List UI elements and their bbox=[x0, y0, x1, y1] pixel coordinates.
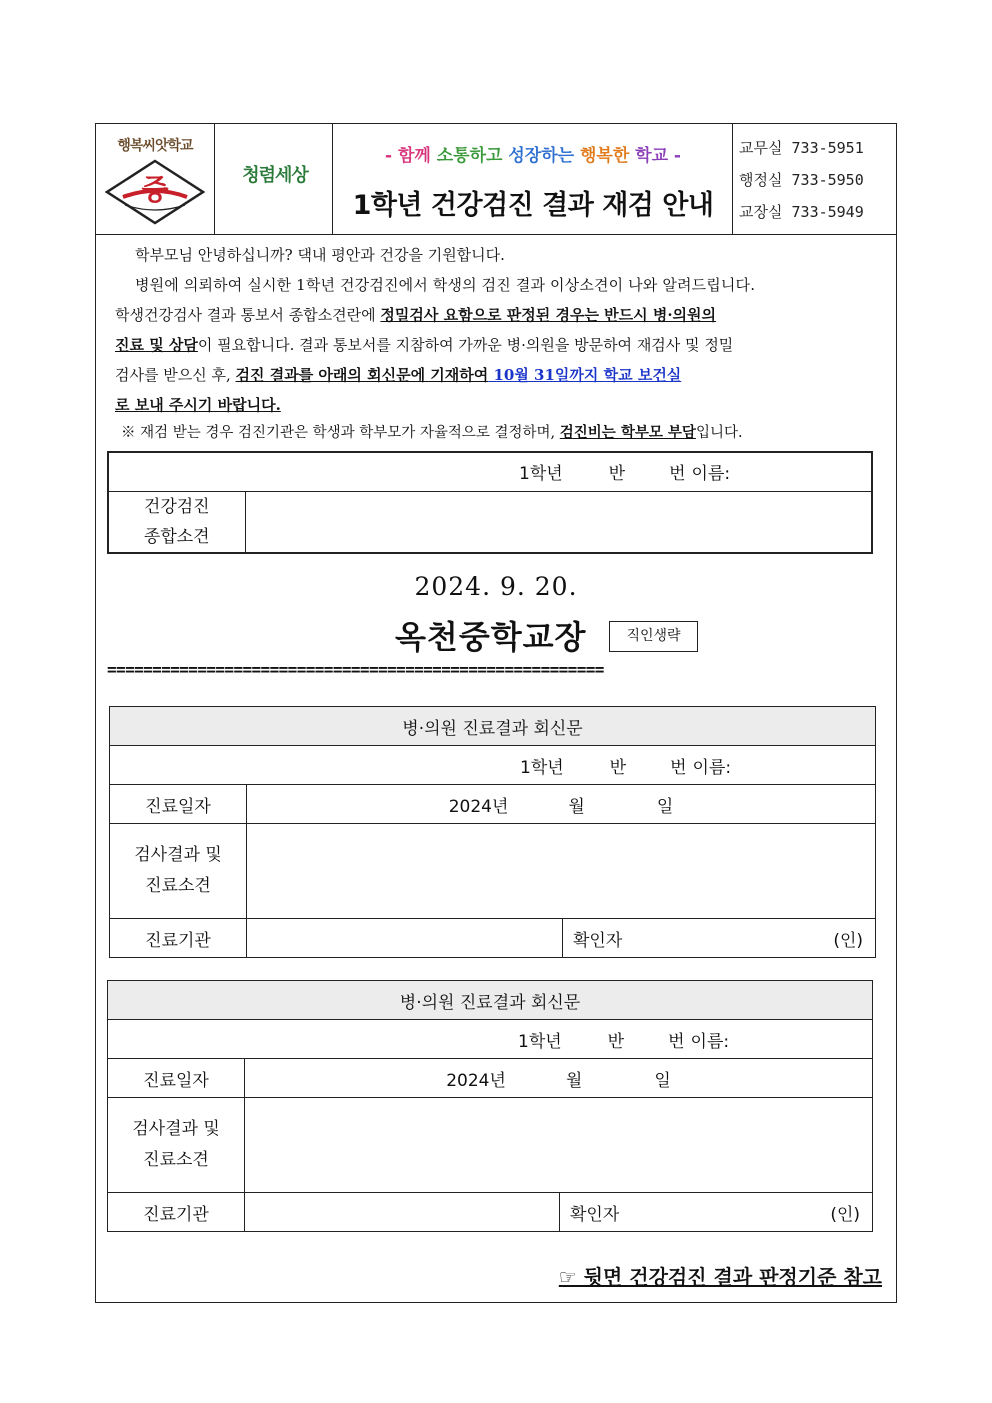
class-label: 반 bbox=[608, 464, 626, 485]
principal-name: 옥천중학교장 bbox=[395, 618, 587, 656]
class-label: 반 bbox=[609, 757, 627, 778]
result-label bbox=[110, 824, 247, 919]
day-label: 일 bbox=[656, 796, 674, 817]
reply-form bbox=[107, 980, 873, 1232]
reply-form-title: 병·의원 진료결과 회신문 bbox=[110, 707, 876, 746]
slogan-part: - 함께 bbox=[385, 146, 437, 166]
seal-mark[interactable]: (인) bbox=[746, 919, 876, 958]
visit-date-field[interactable] bbox=[247, 785, 876, 824]
student-summary-table bbox=[107, 451, 873, 554]
body-line: 병원에 의뢰하여 실시한 1학년 건강검진에서 학생의 검진 결과 이상소견이 나와 알려드립니다. bbox=[135, 276, 756, 294]
month-label: 월 bbox=[568, 796, 585, 817]
grade-label: 1학년 bbox=[520, 757, 564, 778]
back-page-reference: ☞ 뒷면 건강검진 결과 판정기준 참고 bbox=[558, 1265, 882, 1289]
body-line bbox=[115, 360, 681, 390]
visit-date-label: 진료일자 bbox=[108, 1059, 245, 1098]
issue-date: 2024. 9. 20. bbox=[414, 572, 578, 601]
body-text: 이 필요합니다. 결과 통보서를 지참하여 가까운 병·의원을 방문하여 재검사 및 정밀 bbox=[197, 336, 734, 354]
document-title: 1학년 건강검진 결과 재검 안내 bbox=[352, 190, 714, 221]
phone-directory bbox=[733, 123, 897, 235]
emphasis-text: 진료 및 상담 bbox=[115, 336, 198, 354]
grade-label: 1학년 bbox=[519, 464, 563, 485]
slogan-part: 소통하고 bbox=[436, 146, 509, 166]
deadline-text: 10월 31일까지 학교 보건실 bbox=[488, 366, 682, 384]
grade-label: 1학년 bbox=[518, 1031, 562, 1052]
institution-field[interactable] bbox=[247, 919, 563, 958]
cut-line: ======================================================= bbox=[107, 660, 604, 679]
school-logo bbox=[95, 123, 215, 235]
institution-label: 진료기관 bbox=[110, 919, 247, 958]
summary-label-line: 건강검진 bbox=[143, 496, 210, 517]
slogan-part: 학교 - bbox=[635, 146, 681, 166]
number-label: 번 bbox=[669, 464, 686, 485]
school-slogan bbox=[333, 141, 733, 166]
number-label: 번 bbox=[670, 757, 687, 778]
school-logo-text: 행복씨앗학교 bbox=[117, 138, 193, 154]
notice-body bbox=[115, 240, 883, 450]
emphasis-text: 검진비는 학부모 부담 bbox=[559, 424, 696, 441]
month-label: 월 bbox=[565, 1070, 583, 1091]
seal-omitted-box: 직인생략 bbox=[609, 621, 698, 652]
visit-date-label: 진료일자 bbox=[110, 785, 247, 824]
result-label bbox=[108, 1098, 245, 1193]
day-label: 일 bbox=[654, 1070, 671, 1091]
reply-form-title: 병·의원 진료결과 회신문 bbox=[108, 981, 873, 1020]
integrity-logo-text: 청렴세상 bbox=[242, 165, 308, 186]
phone-principal-office: 교장실 733-5949 bbox=[739, 203, 864, 221]
confirmer-label: 확인자 bbox=[563, 919, 746, 958]
body-line bbox=[115, 300, 716, 330]
phone-admin-office: 행정실 733-5950 bbox=[739, 171, 864, 189]
result-label-line: 진료소견 bbox=[145, 876, 211, 896]
slogan-part: 행복한 bbox=[579, 146, 636, 166]
greeting-line: 학부모님 안녕하십니까? 댁내 평안과 건강을 기원합니다. bbox=[135, 246, 505, 264]
body-text: 학생건강검사 결과 통보서 종합소견란에 bbox=[115, 306, 381, 324]
student-identity-row bbox=[108, 452, 872, 491]
institution-field[interactable] bbox=[245, 1193, 560, 1232]
confirmer-label: 확인자 bbox=[560, 1193, 743, 1232]
body-line bbox=[115, 330, 733, 360]
name-label: 이름: bbox=[692, 757, 732, 778]
emphasis-text: 로 보내 주시기 바랍니다. bbox=[115, 396, 281, 414]
result-input-field[interactable] bbox=[247, 824, 876, 919]
year-label: 2024년 bbox=[448, 796, 509, 817]
class-label: 반 bbox=[607, 1031, 625, 1052]
summary-input-field[interactable] bbox=[245, 491, 872, 553]
slogan-part: 성장하는 bbox=[508, 146, 580, 166]
result-input-field[interactable] bbox=[245, 1098, 873, 1193]
body-line bbox=[115, 390, 281, 420]
note-line bbox=[121, 418, 743, 448]
summary-label-line: 종합소견 bbox=[143, 526, 210, 547]
body-text: 입니다. bbox=[695, 425, 743, 441]
student-identity-row bbox=[108, 1020, 873, 1059]
seal-mark[interactable]: (인) bbox=[743, 1193, 873, 1232]
emphasis-text: 정밀검사 요함으로 판정된 경우는 반드시 병·의원의 bbox=[380, 306, 717, 324]
reply-form bbox=[109, 706, 876, 958]
number-label: 번 bbox=[668, 1031, 685, 1052]
title-cell bbox=[333, 123, 733, 235]
school-badge-icon bbox=[105, 159, 205, 225]
school-badge-char: 중 bbox=[141, 173, 169, 206]
student-identity-row bbox=[110, 746, 876, 785]
result-label-line: 검사결과 및 bbox=[134, 845, 222, 865]
result-label-line: 진료소견 bbox=[143, 1150, 209, 1170]
header bbox=[95, 123, 897, 235]
result-label-line: 검사결과 및 bbox=[132, 1119, 220, 1139]
name-label: 이름: bbox=[690, 1031, 730, 1052]
body-text: ※ 재검 받는 경우 검진기관은 학생과 학부모가 자율적으로 결정하며, bbox=[121, 425, 560, 441]
institution-label: 진료기관 bbox=[108, 1193, 245, 1232]
visit-date-field[interactable] bbox=[245, 1059, 873, 1098]
integrity-logo bbox=[215, 123, 333, 235]
year-label: 2024년 bbox=[446, 1070, 506, 1091]
phone-academic-office: 교무실 733-5951 bbox=[739, 139, 864, 157]
body-text: 검사를 받으신 후, bbox=[115, 366, 236, 384]
name-label: 이름: bbox=[691, 464, 731, 485]
emphasis-text: 검진 결과를 아래의 회신문에 기재하여 bbox=[235, 366, 489, 384]
summary-label bbox=[108, 491, 245, 553]
